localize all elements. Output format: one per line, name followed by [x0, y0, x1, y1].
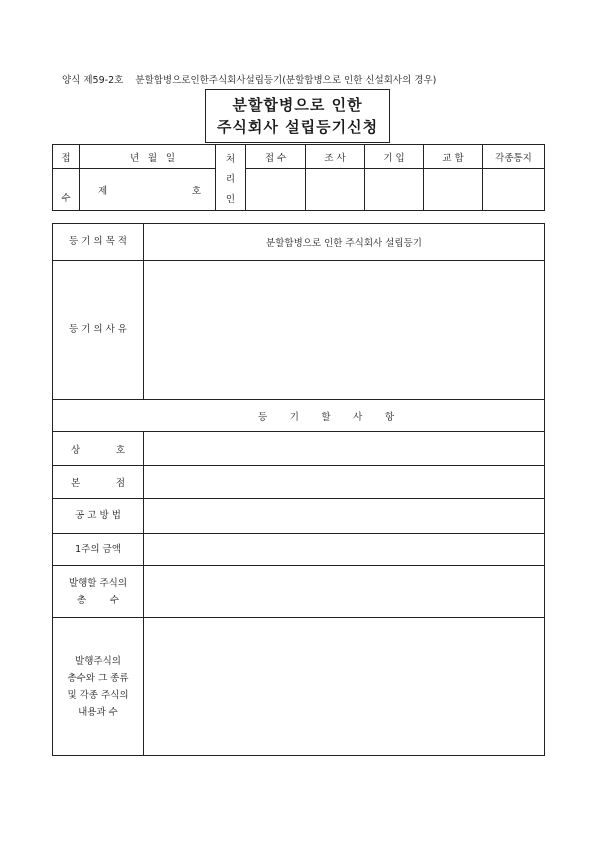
- notice-method-field[interactable]: [144, 499, 545, 534]
- purpose-value[interactable]: 분할합병으로 인한 주식회사 설립등기: [144, 224, 545, 261]
- head-office-label: 본 점: [53, 466, 144, 499]
- trade-name-field[interactable]: [144, 432, 545, 466]
- col-review: 조 사: [306, 145, 365, 169]
- authorized-shares-label: 발행할 주식의 총 수: [53, 566, 144, 618]
- col-notice: 각종통지: [483, 145, 545, 169]
- par-value-field[interactable]: [144, 534, 545, 566]
- number-prefix: 제: [98, 185, 108, 197]
- document-title: [205, 89, 390, 143]
- month-label: 월: [147, 152, 158, 164]
- form-code: 양식 제59-2호: [62, 75, 124, 86]
- registration-table: [52, 223, 545, 756]
- sign-entry[interactable]: [365, 169, 424, 211]
- form-header: [62, 72, 436, 86]
- sign-reception[interactable]: [246, 169, 306, 211]
- reception-date-cell[interactable]: [80, 145, 216, 169]
- authorized-shares-field[interactable]: [144, 566, 545, 618]
- reception-label-top: 접: [53, 145, 80, 169]
- purpose-label: 등 기 의 목 적: [53, 224, 144, 261]
- section-header: 등 기 할 사 항: [53, 400, 545, 432]
- title-line-1: 분할합병으로 인한: [232, 96, 363, 114]
- issued-shares-label: 발행주식의 총수와 그 종류 및 각종 주식의 내용과 수: [53, 618, 144, 756]
- reception-table: [52, 144, 545, 211]
- day-label: 일: [165, 152, 175, 164]
- head-office-field[interactable]: [144, 466, 545, 499]
- handler-label: 처 리 인: [216, 145, 246, 211]
- reason-field[interactable]: [144, 261, 545, 400]
- issued-shares-field[interactable]: [144, 618, 545, 756]
- reason-label: 등 기 의 사 유: [53, 261, 144, 400]
- title-line-2: 주식회사 설립등기신청: [216, 118, 379, 136]
- sign-verify[interactable]: [424, 169, 483, 211]
- reception-label-bottom: 수: [53, 169, 80, 211]
- sign-review[interactable]: [306, 169, 365, 211]
- sign-notice[interactable]: [483, 169, 545, 211]
- par-value-label: 1주의 금액: [53, 534, 144, 566]
- reception-number-cell[interactable]: [80, 169, 216, 211]
- col-reception: 접 수: [246, 145, 306, 169]
- col-entry: 기 입: [365, 145, 424, 169]
- form-subtitle: 분할합병으로인한주식회사설립등기(분할합병으로 인한 신설회사의 경우): [135, 75, 437, 86]
- year-label: 년: [130, 152, 140, 164]
- number-suffix: 호: [191, 185, 201, 197]
- trade-name-label: 상 호: [53, 432, 144, 466]
- col-verify: 교 합: [424, 145, 483, 169]
- notice-method-label: 공 고 방 법: [53, 499, 144, 534]
